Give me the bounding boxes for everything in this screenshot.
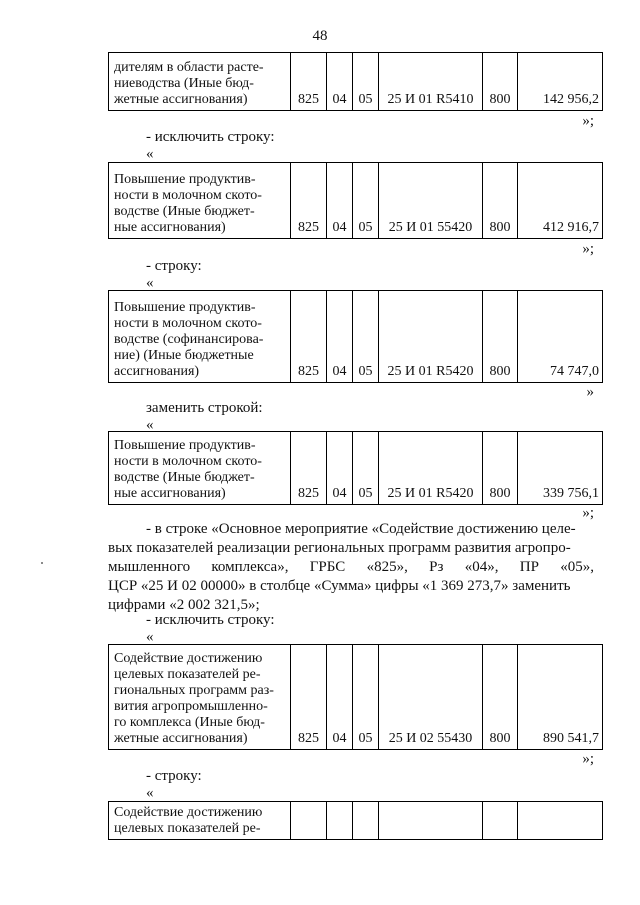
closing-quote: »; [582, 241, 594, 257]
instruction-replace-with-row: заменить строкой: [146, 400, 263, 416]
opening-quote: « [146, 417, 154, 433]
closing-quote: »; [582, 751, 594, 767]
paragraph-line: мышленного комплекса», ГРБС «825», Рз «04», ПР «05», [108, 559, 594, 575]
budget-table-4 [108, 431, 603, 505]
paragraph-line: вых показателей реализации региональных программ развития агропро- [108, 540, 571, 556]
pr-cell: 05 [353, 432, 379, 505]
instruction-row: - строку: [146, 258, 202, 274]
pr-cell: 05 [353, 645, 379, 750]
instruction-exclude-row: - исключить строку: [146, 612, 275, 628]
page-number: 48 [312, 28, 328, 44]
csr-cell: 25 И 01 R5410 [379, 53, 483, 111]
sum-cell: 890 541,7 [518, 645, 603, 750]
row-description: Повышение продуктив- ности в молочном ското- водстве (софинансирова- ние) (Иные бюджетные ассигнования) [109, 291, 291, 383]
paragraph-line: цифрами «2 002 321,5»; [108, 597, 260, 613]
sum-cell: 412 916,7 [518, 163, 603, 239]
budget-table-1 [108, 52, 603, 111]
vr-cell [483, 802, 518, 840]
csr-cell: 25 И 01 R5420 [379, 432, 483, 505]
sum-cell: 142 956,2 [518, 53, 603, 111]
table-row [109, 53, 603, 111]
row-description: Повышение продуктив- ности в молочном ското- водстве (Иные бюджет- ные ассигнования) [109, 163, 291, 239]
closing-quote: »; [582, 113, 594, 129]
vr-cell: 800 [483, 432, 518, 505]
scan-speck [41, 562, 43, 564]
instruction-row: - строку: [146, 768, 202, 784]
closing-quote: » [586, 384, 594, 400]
grbs-cell: 825 [291, 53, 327, 111]
budget-table-2 [108, 162, 603, 239]
rz-cell: 04 [327, 432, 353, 505]
closing-quote: »; [582, 505, 594, 521]
row-description: дителям в области расте- ниеводства (Иные бюд- жетные ассигнования) [109, 53, 291, 111]
csr-cell: 25 И 01 R5420 [379, 291, 483, 383]
row-description: Содействие достижению целевых показателей ре- гиональных программ раз- вития агропромышленно- го комплекса (Иные бюд- жетные ассигнования) [109, 645, 291, 750]
vr-cell: 800 [483, 291, 518, 383]
table-row [109, 291, 603, 383]
rz-cell: 04 [327, 53, 353, 111]
paragraph-line: - в строке «Основное мероприятие «Содействие достижению целе- [146, 521, 576, 537]
sum-cell: 74 747,0 [518, 291, 603, 383]
csr-cell: 25 И 01 55420 [379, 163, 483, 239]
csr-cell: 25 И 02 55430 [379, 645, 483, 750]
pr-cell: 05 [353, 163, 379, 239]
table-row [109, 432, 603, 505]
grbs-cell [291, 802, 327, 840]
grbs-cell: 825 [291, 291, 327, 383]
budget-table-5 [108, 644, 603, 750]
opening-quote: « [146, 629, 154, 645]
row-description: Содействие достижению целевых показателей ре- [109, 802, 291, 840]
opening-quote: « [146, 275, 154, 291]
grbs-cell: 825 [291, 645, 327, 750]
table-row [109, 163, 603, 239]
grbs-cell: 825 [291, 163, 327, 239]
opening-quote: « [146, 785, 154, 801]
rz-cell: 04 [327, 291, 353, 383]
budget-table-6 [108, 801, 603, 840]
budget-table-3 [108, 290, 603, 383]
table-row [109, 645, 603, 750]
opening-quote: « [146, 146, 154, 162]
row-description: Повышение продуктив- ности в молочном ското- водстве (Иные бюджет- ные ассигнования) [109, 432, 291, 505]
pr-cell: 05 [353, 291, 379, 383]
paragraph-line: ЦСР «25 И 02 00000» в столбце «Сумма» цифры «1 369 273,7» заменить [108, 578, 571, 594]
sum-cell [518, 802, 603, 840]
pr-cell: 05 [353, 53, 379, 111]
rz-cell [327, 802, 353, 840]
rz-cell: 04 [327, 645, 353, 750]
csr-cell [379, 802, 483, 840]
rz-cell: 04 [327, 163, 353, 239]
grbs-cell: 825 [291, 432, 327, 505]
vr-cell: 800 [483, 645, 518, 750]
table-row [109, 802, 603, 840]
vr-cell: 800 [483, 163, 518, 239]
instruction-exclude-row: - исключить строку: [146, 129, 275, 145]
pr-cell [353, 802, 379, 840]
vr-cell: 800 [483, 53, 518, 111]
sum-cell: 339 756,1 [518, 432, 603, 505]
